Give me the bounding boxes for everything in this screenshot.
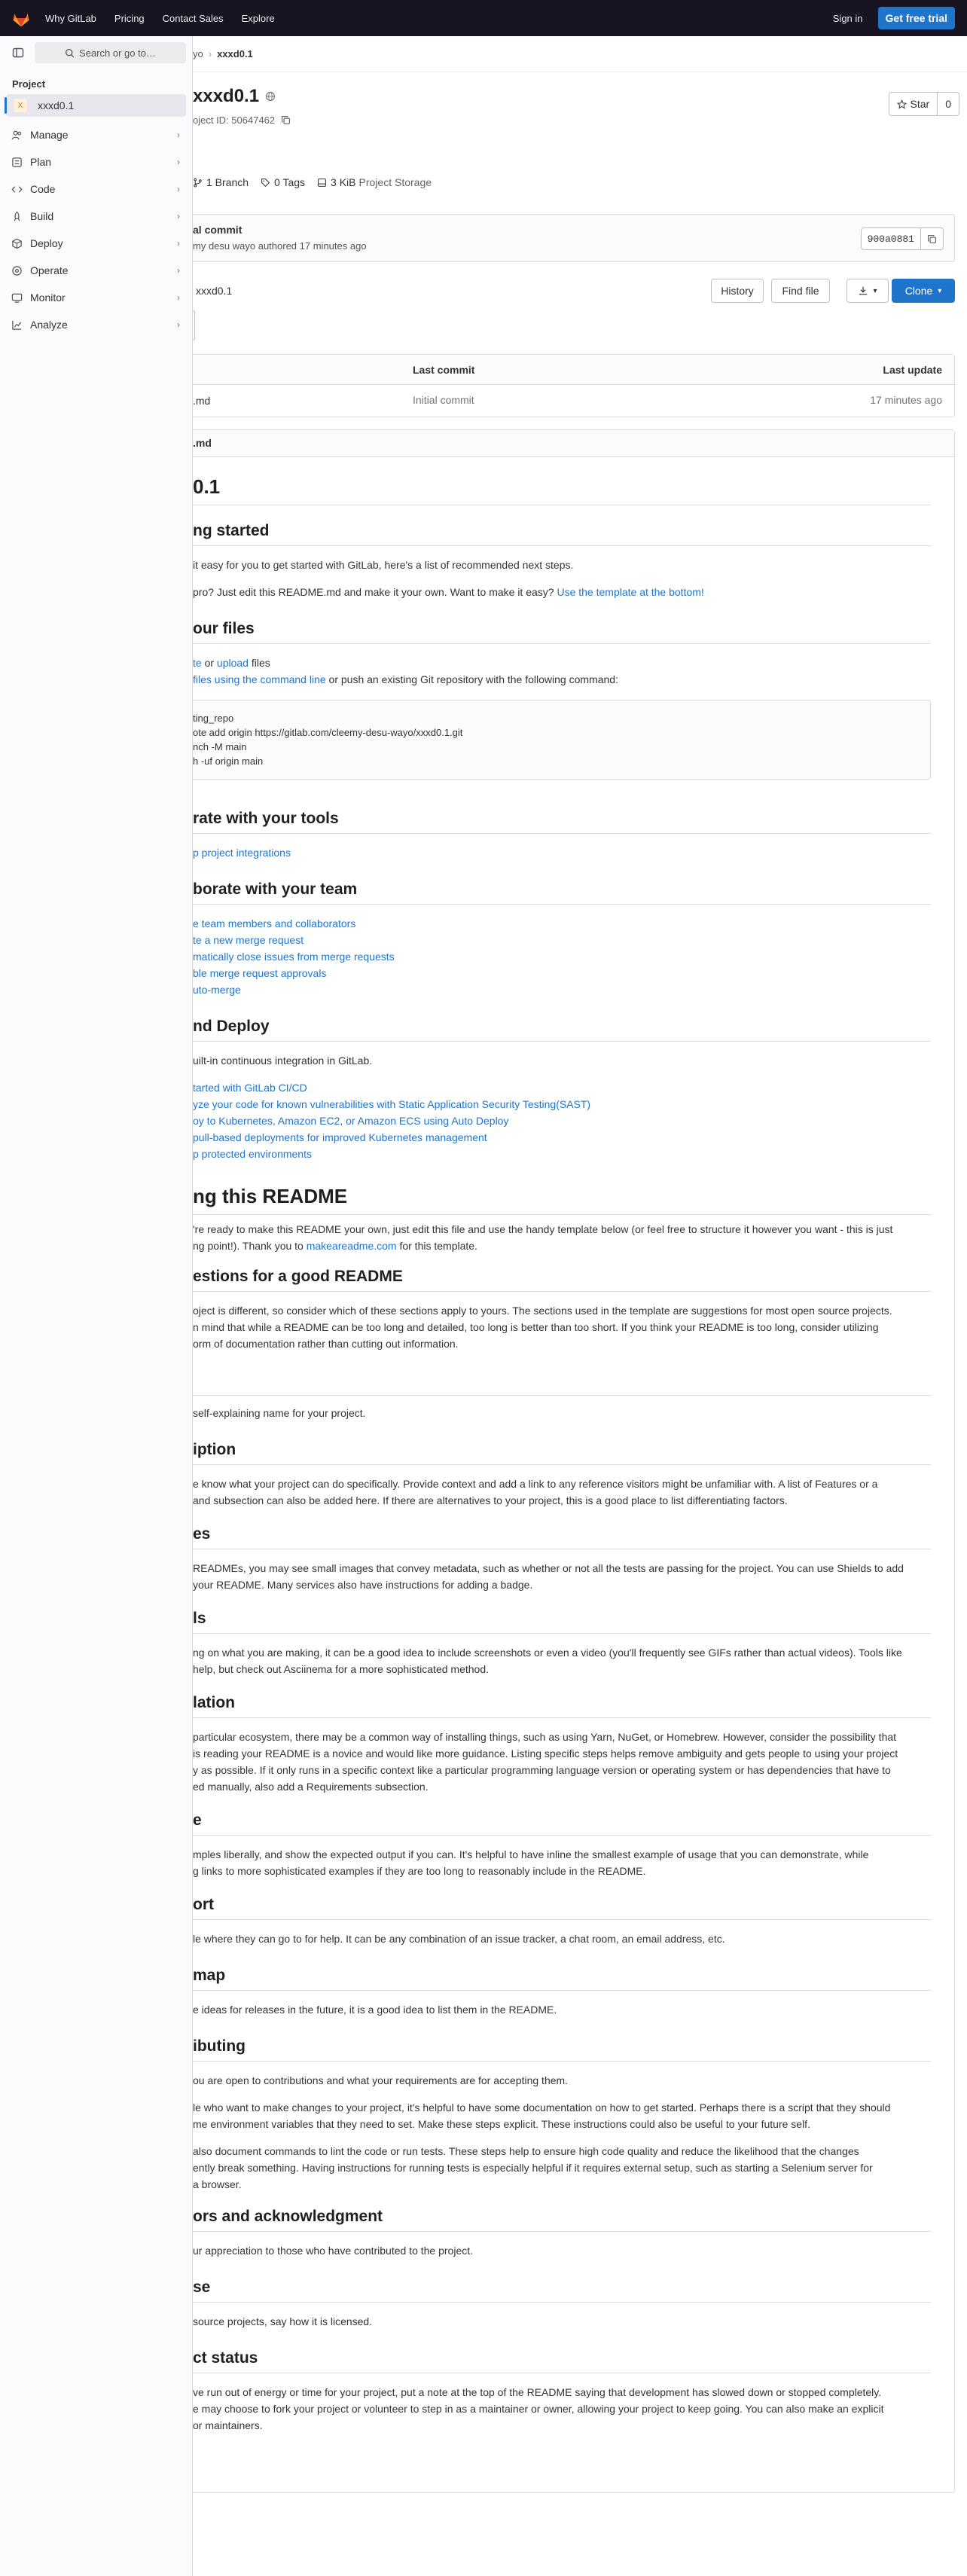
branches-count: 1 Branch	[206, 176, 249, 188]
readme-line: me environment variables that they need to set. Make these steps explicit. These instructions could also be useful to your future self.	[193, 2118, 810, 2130]
readme-line: READMEs, you may see small images that convey metadata, such as whether or not all the tests are passing for the project. You can use Shields to add	[193, 1562, 904, 1574]
chevron-right-icon: ›	[177, 130, 180, 140]
issues-icon	[11, 156, 23, 168]
readme-h1-editing: ng this README	[193, 1185, 931, 1215]
template-link[interactable]: Use the template at the bottom!	[557, 586, 704, 598]
readme-p	[193, 1221, 931, 1254]
chevron-right-icon: ›	[177, 265, 180, 276]
sidebar-project-name: xxxd0.1	[38, 99, 75, 111]
tags-link[interactable]	[261, 176, 305, 188]
chevron-right-icon: ›	[177, 238, 180, 249]
add-to-tree-button[interactable]	[193, 310, 195, 340]
readme-h2-contributing: ibuting	[193, 2037, 931, 2062]
file-updated: 17 minutes ago	[870, 394, 942, 406]
find-file-button[interactable]: Find file	[771, 279, 830, 303]
main-content	[193, 36, 967, 2431]
top-right-actions	[833, 7, 955, 29]
readme-h2-collaborate: borate with your team	[193, 881, 931, 905]
sidebar-item-code[interactable]	[6, 175, 186, 203]
branch-icon	[193, 178, 203, 188]
readme-p	[193, 1476, 931, 1509]
file-table-header	[193, 355, 954, 385]
readme-h2-name	[193, 1370, 931, 1396]
sidebar	[0, 36, 193, 2576]
chevron-right-icon: ›	[177, 184, 180, 194]
breadcrumb-separator-icon: ›	[208, 48, 212, 60]
nav-contact-sales[interactable]: Contact Sales	[162, 12, 224, 24]
readme-line: mples liberally, and show the expected output if you can. It's helpful to have inline the smallest example of usage that you can demonstrate, while	[193, 1848, 869, 1860]
readme-p	[193, 1729, 931, 1795]
project-id: oject ID: 50647462	[193, 114, 276, 126]
collab-link[interactable]: matically close issues from merge requests	[193, 951, 395, 963]
sidebar-item-operate[interactable]	[6, 257, 186, 284]
readme-text: for this template.	[399, 1240, 477, 1252]
collab-link[interactable]: uto-merge	[193, 984, 241, 996]
readme-line: also document commands to lint the code or run tests. These steps help to ensure high code quality and reduce the likelihood that the changes	[193, 2145, 859, 2157]
command-line-link[interactable]: files using the command line	[193, 673, 326, 685]
readme-header[interactable]: .md	[193, 430, 954, 457]
readme-p	[193, 584, 931, 600]
chevron-down-icon: ▾	[938, 286, 942, 295]
sidebar-item-deploy[interactable]	[6, 230, 186, 257]
readme-link-list	[193, 915, 931, 998]
readme-line: g links to more sophisticated examples if they are too long to reasonably include in the README.	[193, 1865, 646, 1877]
readme-h1-title: 0.1	[193, 475, 931, 505]
breadcrumb-current[interactable]: xxxd0.1	[217, 48, 253, 60]
readme-line: particular ecosystem, there may be a common way of installing things, such as using Yarn, NuGet, or Homebrew. However, consider the possibility that	[193, 1731, 897, 1743]
chevron-right-icon: ›	[177, 319, 180, 330]
search-button[interactable]	[35, 42, 186, 63]
gitlab-logo-icon[interactable]	[11, 8, 32, 29]
sidebar-item-analyze[interactable]	[6, 311, 186, 338]
readme-p	[193, 1560, 931, 1593]
table-row[interactable]	[193, 385, 954, 417]
readme-p: ur appreciation to those who have contributed to the project.	[193, 2245, 474, 2257]
history-button[interactable]: History	[711, 279, 764, 303]
sidebar-item-plan[interactable]	[6, 148, 186, 175]
readme-line: a browser.	[193, 2178, 242, 2190]
readme-line: your README. Many services also have instructions for adding a badge.	[193, 1579, 533, 1591]
readme-p	[193, 1302, 931, 1352]
readme-h2-license: se	[193, 2278, 931, 2303]
readme-p	[193, 671, 931, 688]
globe-icon	[265, 91, 276, 102]
readme-p: ou are open to contributions and what your requirements are for accepting them.	[193, 2074, 569, 2086]
sidebar-toggle-icon[interactable]	[6, 42, 30, 63]
chart-icon	[11, 319, 23, 331]
nav-why-gitlab[interactable]: Why GitLab	[45, 12, 96, 24]
readme-line: y as possible. If it only runs in a specific context like a particular programming language version or operating system or has dependencies that have to	[193, 1764, 891, 1776]
deploy-link[interactable]: pull-based deployments for improved Kubernetes management	[193, 1131, 487, 1143]
top-nav-links	[45, 13, 293, 24]
readme-text: pro? Just edit this README.md and make it your own. Want to make it easy?	[193, 586, 554, 598]
readme-line: ve run out of energy or time for your project, put a note at the top of the README saying that development has slowed down or stopped completely.	[193, 2386, 882, 2398]
monitor-icon	[11, 291, 23, 304]
top-navbar	[0, 0, 967, 36]
storage-icon	[317, 178, 327, 188]
file-table	[193, 354, 955, 417]
repo-path[interactable]: xxxd0.1	[196, 285, 233, 297]
commit-author-row	[193, 240, 367, 252]
create-link[interactable]: te	[193, 657, 202, 669]
commit-time: authored 17 minutes ago	[258, 240, 367, 252]
code-line: nch -M main	[193, 741, 247, 752]
project-stats	[193, 176, 444, 188]
commit-sha[interactable]: 900a0881	[861, 227, 921, 250]
collab-link[interactable]: e team members and collaborators	[193, 917, 356, 929]
readme-p	[193, 1644, 931, 1677]
code-icon	[11, 183, 23, 195]
readme-line: help, but check out Asciinema for a more sophisticated method.	[193, 1663, 489, 1675]
active-indicator	[5, 97, 7, 114]
sidebar-item-project[interactable]	[6, 94, 186, 117]
readme-h2-installation: lation	[193, 1694, 931, 1718]
readme-h2-description: iption	[193, 1441, 931, 1465]
clone-button[interactable]	[892, 279, 955, 303]
readme-text: or	[204, 657, 215, 669]
readme-p	[193, 2099, 931, 2132]
page-title-row	[193, 86, 276, 107]
deploy-link[interactable]: yze your code for known vulnerabilities with Static Application Security Testing(SAST)	[193, 1098, 591, 1110]
sidebar-item-manage[interactable]	[6, 121, 186, 148]
copy-icon[interactable]	[281, 115, 291, 125]
readme-text-row	[193, 1238, 931, 1254]
storage-label: Project Storage	[358, 176, 432, 188]
commit-message[interactable]: al commit	[193, 224, 243, 236]
breadcrumb	[193, 36, 967, 72]
readme-h2-badges: es	[193, 1525, 931, 1549]
tags-count: 0 Tags	[274, 176, 306, 188]
download-icon	[858, 285, 868, 296]
sign-in-link[interactable]: Sign in	[832, 12, 863, 24]
col-last-commit: Last commit	[413, 364, 475, 376]
readme-h2-files: our files	[193, 620, 931, 644]
readme-h2-visuals: ls	[193, 1610, 931, 1634]
code-block[interactable]	[193, 700, 931, 780]
get-free-trial-button[interactable]: Get free trial	[878, 7, 955, 29]
upload-link[interactable]: upload	[216, 657, 249, 669]
readme-h2-status: ct status	[193, 2349, 931, 2373]
nav-pricing[interactable]: Pricing	[114, 12, 145, 24]
tag-icon	[261, 178, 270, 188]
deploy-icon	[11, 237, 23, 249]
readme-line: ed manually, also add a Requirements subsection.	[193, 1781, 429, 1793]
chevron-right-icon: ›	[177, 157, 180, 167]
sidebar-top	[0, 36, 192, 69]
readme-p: e ideas for releases in the future, it is a good idea to list them in the README.	[193, 2004, 557, 2016]
sidebar-item-label: Deploy	[30, 237, 63, 249]
project-id-row	[193, 114, 291, 126]
readme-h2-usage: e	[193, 1811, 931, 1836]
readme-p	[193, 2143, 931, 2193]
star-icon	[897, 99, 907, 109]
readme-line: le who want to make changes to your project, it's helpful to have some documentation on how to get started. Perhaps there is a script that they should	[193, 2101, 891, 2114]
readme-text: 're ready to make this README your own, just edit this file and use the handy template below (or feel free to structure it however you want - this is just	[193, 1223, 893, 1235]
readme-line: e may choose to fork your project or volunteer to step in as a maintainer or owner, allowing your project to keep going. You can also make an explicit	[193, 2403, 884, 2415]
readme-line: orm of documentation rather than cutting out information.	[193, 1338, 459, 1350]
readme-line: and subsection can also be added here. If there are alternatives to your project, this is a good place to list differentiating factors.	[193, 1494, 788, 1506]
star-button[interactable]	[889, 92, 938, 116]
code-line: ting_repo	[193, 713, 234, 724]
search-label: Search or go to…	[79, 47, 156, 59]
readme-link-list	[193, 1079, 931, 1162]
readme-line: ently break something. Having instructions for running tests is especially helpful if it requires external setup, such as starting a Selenium server for	[193, 2162, 873, 2174]
code-line: h -uf origin main	[193, 755, 264, 767]
download-button[interactable]	[847, 279, 889, 303]
readme-text: or push an existing Git repository with the following command:	[328, 673, 618, 685]
readme-line: or maintainers.	[193, 2419, 263, 2431]
deploy-link[interactable]: p protected environments	[193, 1148, 312, 1160]
readme-p: self-explaining name for your project.	[193, 1407, 366, 1419]
readme-p: uilt-in continuous integration in GitLab.	[193, 1055, 373, 1067]
search-icon	[65, 48, 75, 58]
readme-line: e know what your project can do specifically. Provide context and add a link to any reference visitors might be unfamiliar with. A list of Features or a	[193, 1478, 878, 1490]
sidebar-item-label: Plan	[30, 156, 52, 168]
readme-line: oject is different, so consider which of these sections apply to yours. The sections used in the template are suggestions for most open source projects.	[193, 1305, 892, 1317]
readme-link	[193, 844, 931, 861]
readme-panel	[193, 429, 955, 2493]
storage-size: 3 KiB	[331, 176, 356, 188]
col-last-update: Last update	[883, 364, 942, 376]
chevron-down-icon: ▾	[873, 286, 877, 295]
storage-link[interactable]	[317, 176, 432, 188]
commit-author[interactable]: my desu wayo	[193, 240, 256, 252]
sidebar-item-build[interactable]	[6, 203, 186, 230]
branches-link[interactable]	[193, 176, 249, 188]
deploy-link[interactable]: tarted with GitLab CI/CD	[193, 1082, 307, 1094]
file-name[interactable]: .md	[193, 395, 211, 407]
readme-h2-getting-started: ng started	[193, 522, 931, 546]
collab-link[interactable]: te a new merge request	[193, 934, 304, 946]
readme-line: ng on what you are making, it can be a good idea to include screenshots or even a video (you'll frequently see GIFs rather than actual videos). Tools like	[193, 1647, 902, 1659]
readme-p: source projects, say how it is licensed.	[193, 2315, 373, 2327]
sidebar-item-monitor[interactable]	[6, 284, 186, 311]
clone-label: Clone	[904, 285, 933, 297]
readme-line: is reading your README is a novice and would like more guidance. Listing specific steps helps remove ambiguity and gets people to using your project	[193, 1747, 898, 1760]
chevron-right-icon: ›	[177, 211, 180, 221]
star-count[interactable]: 0	[938, 92, 959, 116]
readme-h2-authors: ors and acknowledgment	[193, 2208, 931, 2232]
repository-toolbar	[193, 279, 955, 303]
readme-h2-support: ort	[193, 1896, 931, 1920]
readme-p	[193, 1846, 931, 1879]
readme-h2-roadmap: map	[193, 1967, 931, 1991]
readme-h2-deploy: nd Deploy	[193, 1018, 931, 1042]
readme-p: le where they can go to for help. It can be any combination of an issue tracker, a chat room, an email address, etc.	[193, 1933, 725, 1945]
readme-line: n mind that while a README can be too long and detailed, too long is better than too short. If you think your README is too long, consider utilizing	[193, 1321, 879, 1333]
sidebar-section-title: Project	[12, 78, 46, 90]
readme-p	[193, 2384, 931, 2434]
code-line: ote add origin https://gitlab.com/cleemy-desu-wayo/xxxd0.1.git	[193, 727, 463, 738]
chevron-right-icon: ›	[177, 292, 180, 303]
readme-text: ng point!). Thank you to	[193, 1240, 304, 1252]
sidebar-item-label: Code	[30, 183, 56, 195]
project-avatar: X	[14, 99, 27, 112]
readme-h2-integrate: rate with your tools	[193, 810, 931, 834]
nav-explore[interactable]: Explore	[241, 12, 275, 24]
copy-icon	[927, 234, 937, 244]
makeareadme-link[interactable]: makeareadme.com	[306, 1240, 397, 1252]
sidebar-item-label: Monitor	[30, 291, 66, 304]
copy-sha-button[interactable]	[920, 227, 944, 250]
users-icon	[11, 129, 23, 141]
deploy-link[interactable]: oy to Kubernetes, Amazon EC2, or Amazon ECS using Auto Deploy	[193, 1115, 509, 1127]
readme-text: files	[251, 657, 270, 669]
collab-link[interactable]: ble merge request approvals	[193, 967, 327, 979]
rocket-icon	[11, 210, 23, 222]
sidebar-item-label: Manage	[30, 129, 69, 141]
last-commit-box	[193, 214, 955, 262]
cloud-icon	[11, 264, 23, 276]
sidebar-item-label: Analyze	[30, 319, 68, 331]
sidebar-item-label: Build	[30, 210, 54, 222]
file-commit[interactable]: Initial commit	[413, 394, 474, 406]
page-title: xxxd0.1	[193, 86, 260, 106]
sidebar-item-label: Operate	[30, 264, 69, 276]
readme-p	[193, 655, 931, 671]
readme-p: it easy for you to get started with GitLab, here's a list of recommended next steps.	[193, 559, 574, 571]
integrations-link[interactable]: p project integrations	[193, 847, 291, 859]
star-label: Star	[910, 98, 930, 110]
readme-h2-suggestions: estions for a good README	[193, 1268, 931, 1292]
breadcrumb-parent[interactable]: yo	[193, 48, 203, 60]
star-control	[889, 92, 959, 116]
